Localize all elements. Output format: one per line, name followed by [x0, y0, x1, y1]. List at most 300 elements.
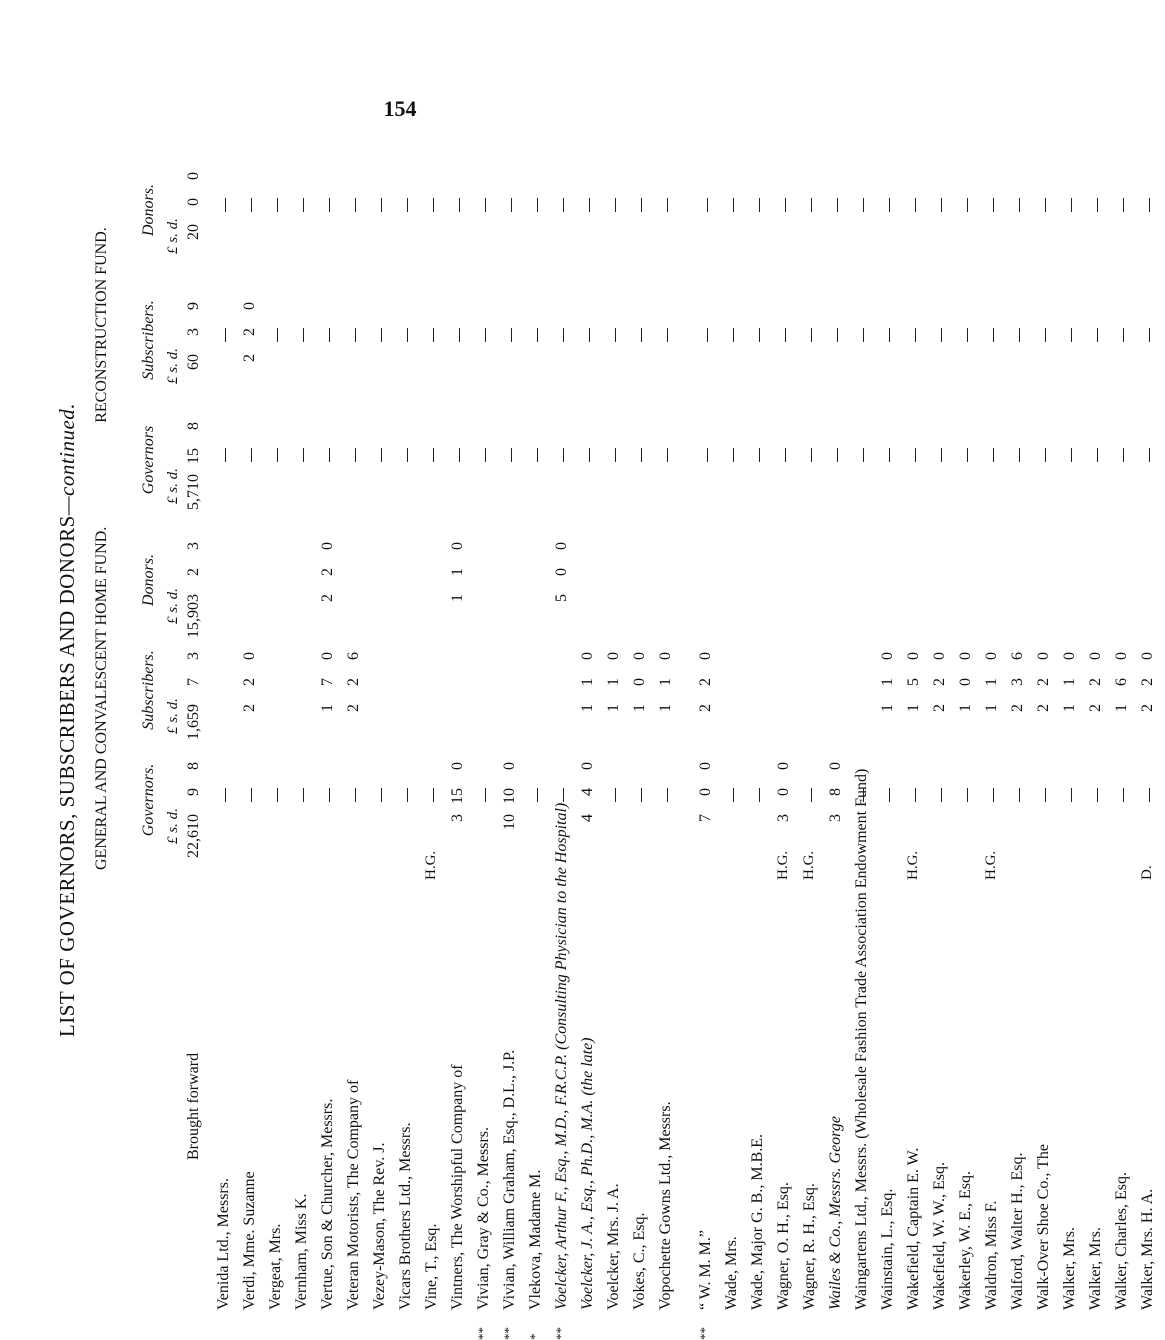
brought-forward-r_don-shillings: 0	[185, 198, 203, 220]
donor-name: Wagner, R. H., Esq.	[801, 1183, 819, 1310]
donor-name: Walker, Mrs.	[1087, 1227, 1105, 1310]
lsd-header: £ s. d.	[165, 468, 182, 504]
empty-dash	[733, 448, 734, 462]
empty-dash	[641, 448, 642, 462]
amount-g_gov-shillings: 8	[827, 788, 845, 810]
amount-g_gov-pounds: 3	[449, 814, 467, 836]
amount-r_sub-shillings: 2	[241, 328, 259, 350]
empty-dash	[889, 198, 890, 212]
list-row	[449, 130, 475, 1310]
amount-g_gov-pence: 0	[697, 762, 715, 784]
column-header-r_gov: Governors	[140, 410, 157, 510]
empty-dash	[381, 198, 382, 212]
empty-dash	[863, 788, 864, 802]
lsd-header: £ s. d.	[165, 808, 182, 844]
group-header-general: GENERAL AND CONVALESCENT HOME FUND.	[93, 530, 110, 870]
empty-dash	[837, 198, 838, 212]
amount-g_don-pounds: 5	[553, 594, 571, 616]
donor-name: Vlekova, Madame M.	[527, 1170, 545, 1310]
donor-name: Waingartens Ltd., Messrs. (Wholesale Fashion Trade Association Endowment Fund)	[853, 769, 871, 1310]
list-row	[697, 130, 723, 1310]
amount-g_gov-pence: 0	[579, 762, 597, 784]
amount-g_don-pounds: 1	[449, 594, 467, 616]
empty-dash	[1019, 198, 1020, 212]
empty-dash	[941, 328, 942, 342]
amount-g_gov-pounds: 4	[579, 814, 597, 836]
list-row	[345, 130, 371, 1310]
empty-dash	[915, 448, 916, 462]
group-header-reconstruction: RECONSTRUCTION FUND.	[93, 140, 110, 510]
empty-dash	[277, 328, 278, 342]
lsd-header: £ s. d.	[165, 348, 182, 384]
empty-dash	[1149, 328, 1150, 342]
rotated-page-content	[55, 130, 775, 1310]
donor-name: Walker, Mrs.	[1061, 1227, 1079, 1310]
empty-dash	[811, 448, 812, 462]
empty-dash	[381, 328, 382, 342]
list-row	[267, 130, 293, 1310]
amount-g_sub-pence: 0	[1139, 652, 1157, 674]
empty-dash	[641, 328, 642, 342]
empty-dash	[251, 198, 252, 212]
empty-dash	[1097, 328, 1098, 342]
donor-name: Wakefield, W. W., Esq.	[931, 1162, 949, 1310]
empty-dash	[811, 328, 812, 342]
list-row	[527, 130, 553, 1310]
empty-dash	[277, 448, 278, 462]
title-main: LIST OF GOVERNORS, SUBSCRIBERS AND DONORS	[55, 515, 79, 1037]
empty-dash	[485, 328, 486, 342]
donor-name: Wade, Mrs.	[723, 1236, 741, 1310]
amount-g_sub-pence: 0	[319, 652, 337, 674]
empty-dash	[785, 448, 786, 462]
amount-g_sub-pence: 0	[697, 652, 715, 674]
column-header-g_don: Donors.	[140, 530, 157, 630]
empty-dash	[485, 448, 486, 462]
amount-g_don-shillings: 1	[449, 568, 467, 590]
empty-dash	[459, 448, 460, 462]
empty-dash	[667, 788, 668, 802]
donor-suffix: D.	[1139, 865, 1156, 880]
empty-dash	[511, 198, 512, 212]
amount-g_gov-pounds: 7	[697, 814, 715, 836]
empty-dash	[759, 198, 760, 212]
amount-g_sub-pence: 0	[241, 652, 259, 674]
brought-forward-g_don-pounds: 15,903	[185, 594, 203, 640]
brought-forward-g_sub-shillings: 7	[185, 678, 203, 700]
amount-g_sub-shillings: 1	[657, 678, 675, 700]
amount-g_sub-shillings: 0	[957, 678, 975, 700]
amount-g_sub-pounds: 2	[1009, 704, 1027, 726]
list-row	[723, 130, 749, 1310]
empty-dash	[537, 328, 538, 342]
empty-dash	[733, 788, 734, 802]
empty-dash	[511, 328, 512, 342]
amount-g_sub-shillings: 0	[631, 678, 649, 700]
empty-dash	[615, 788, 616, 802]
donor-name: Walker, Mrs. H. A.	[1139, 1189, 1157, 1310]
brought-forward-g_don-shillings: 2	[185, 568, 203, 590]
asterisk-marker: **	[553, 1327, 569, 1340]
donor-name: Venida Ltd., Messrs.	[215, 1178, 233, 1310]
empty-dash	[537, 448, 538, 462]
empty-dash	[1149, 198, 1150, 212]
list-row	[1035, 130, 1061, 1310]
amount-g_sub-pounds: 1	[579, 704, 597, 726]
amount-g_sub-shillings: 2	[931, 678, 949, 700]
empty-dash	[589, 198, 590, 212]
amount-g_don-shillings: 0	[553, 568, 571, 590]
empty-dash	[1123, 788, 1124, 802]
list-row	[957, 130, 983, 1310]
amount-g_sub-pounds: 2	[1035, 704, 1053, 726]
empty-dash	[485, 198, 486, 212]
list-row	[827, 130, 853, 1310]
column-header-r_sub: Subscribers.	[140, 290, 157, 390]
asterisk-marker: **	[475, 1327, 491, 1340]
amount-g_don-pence: 0	[553, 542, 571, 564]
list-row	[241, 130, 267, 1310]
empty-dash	[355, 198, 356, 212]
empty-dash	[641, 788, 642, 802]
empty-dash	[1071, 328, 1072, 342]
amount-g_gov-shillings: 0	[697, 788, 715, 810]
brought-forward-label: Brought forward	[185, 1053, 203, 1160]
amount-g_sub-pence: 0	[605, 652, 623, 674]
list-row	[853, 130, 879, 1310]
empty-dash	[993, 448, 994, 462]
amount-g_sub-pounds: 1	[1113, 704, 1131, 726]
empty-dash	[1097, 448, 1098, 462]
empty-dash	[433, 448, 434, 462]
empty-dash	[251, 788, 252, 802]
empty-dash	[225, 448, 226, 462]
empty-dash	[733, 198, 734, 212]
empty-dash	[355, 448, 356, 462]
brought-forward-r_gov-pounds: 5,710	[185, 474, 203, 520]
empty-dash	[1097, 198, 1098, 212]
empty-dash	[563, 448, 564, 462]
amount-g_sub-pounds: 2	[931, 704, 949, 726]
column-header-g_sub: Subscribers.	[140, 640, 157, 740]
empty-dash	[407, 448, 408, 462]
empty-dash	[889, 328, 890, 342]
lsd-header: £ s. d.	[165, 588, 182, 624]
amount-g_sub-shillings: 5	[905, 678, 923, 700]
empty-dash	[589, 448, 590, 462]
list-row	[775, 130, 801, 1310]
donor-name: Wakefield, Captain E. W.	[905, 1148, 923, 1310]
empty-dash	[511, 448, 512, 462]
empty-dash	[277, 198, 278, 212]
amount-g_sub-shillings: 2	[1035, 678, 1053, 700]
empty-dash	[915, 198, 916, 212]
empty-dash	[733, 328, 734, 342]
donor-list	[215, 130, 1165, 1310]
amount-g_sub-pounds: 1	[631, 704, 649, 726]
amount-g_sub-pence: 0	[1061, 652, 1079, 674]
page-title	[55, 130, 80, 1310]
amount-g_sub-shillings: 2	[1139, 678, 1157, 700]
empty-dash	[707, 198, 708, 212]
empty-dash	[967, 328, 968, 342]
donor-name: Vergeat, Mrs.	[267, 1224, 285, 1310]
amount-g_sub-pounds: 2	[345, 704, 363, 726]
donor-name: Voelcker, Arthur F., Esq., M.D., F.R.C.P. (Consulting Physician to the Hospital)	[553, 803, 571, 1310]
amount-g_sub-shillings: 1	[1061, 678, 1079, 700]
amount-g_gov-pounds: 3	[775, 814, 793, 836]
empty-dash	[1097, 788, 1098, 802]
amount-g_don-shillings: 2	[319, 568, 337, 590]
empty-dash	[329, 788, 330, 802]
list-row	[879, 130, 905, 1310]
amount-g_sub-pence: 0	[1035, 652, 1053, 674]
amount-g_sub-pounds: 1	[957, 704, 975, 726]
list-row	[631, 130, 657, 1310]
donor-name: Vicars Brothers Ltd., Messrs.	[397, 1123, 415, 1310]
list-row	[1113, 130, 1139, 1310]
donor-suffix: H.G.	[423, 851, 440, 880]
empty-dash	[707, 448, 708, 462]
lsd-header: £ s. d.	[165, 218, 182, 254]
empty-dash	[1071, 198, 1072, 212]
empty-dash	[381, 788, 382, 802]
amount-g_sub-shillings: 2	[1087, 678, 1105, 700]
empty-dash	[1019, 448, 1020, 462]
amount-g_sub-pounds: 1	[1061, 704, 1079, 726]
amount-g_gov-shillings: 10	[501, 788, 519, 810]
amount-g_sub-pence: 0	[983, 652, 1001, 674]
donor-name: Verdi, Mme. Suzanne	[241, 1171, 259, 1310]
brought-forward-r_don-pence: 0	[185, 172, 203, 194]
empty-dash	[251, 448, 252, 462]
donor-name: Wade, Major G. B., M.B.E.	[749, 1134, 767, 1310]
empty-dash	[355, 788, 356, 802]
amount-g_sub-pence: 0	[905, 652, 923, 674]
empty-dash	[1019, 788, 1020, 802]
donor-name: “ W. M. M.”	[697, 1230, 715, 1310]
amount-g_sub-shillings: 1	[879, 678, 897, 700]
empty-dash	[225, 788, 226, 802]
amount-g_gov-shillings: 0	[775, 788, 793, 810]
brought-forward-g_sub-pounds: 1,659	[185, 704, 203, 750]
empty-dash	[811, 788, 812, 802]
empty-dash	[811, 198, 812, 212]
amount-g_sub-shillings: 1	[605, 678, 623, 700]
empty-dash	[941, 788, 942, 802]
empty-dash	[667, 328, 668, 342]
amount-g_sub-pounds: 2	[241, 704, 259, 726]
amount-g_gov-shillings: 15	[449, 788, 467, 810]
donor-name: Vivian, William Graham, Esq., D.L., J.P.	[501, 1050, 519, 1310]
amount-g_don-pence: 0	[449, 542, 467, 564]
empty-dash	[1149, 448, 1150, 462]
list-row	[1009, 130, 1035, 1310]
empty-dash	[563, 788, 564, 802]
brought-forward-r_gov-pence: 8	[185, 422, 203, 444]
empty-dash	[589, 328, 590, 342]
asterisk-marker: **	[501, 1327, 517, 1340]
empty-dash	[537, 788, 538, 802]
amount-g_sub-pounds: 1	[905, 704, 923, 726]
amount-g_sub-pence: 6	[345, 652, 363, 674]
brought-forward-r_sub-shillings: 3	[185, 328, 203, 350]
empty-dash	[1071, 448, 1072, 462]
list-row	[319, 130, 345, 1310]
amount-g_sub-pence: 0	[879, 652, 897, 674]
brought-forward-r_gov-shillings: 15	[185, 448, 203, 470]
empty-dash	[707, 328, 708, 342]
donor-suffix: H.G.	[775, 851, 792, 880]
empty-dash	[759, 328, 760, 342]
empty-dash	[1045, 448, 1046, 462]
list-row	[579, 130, 605, 1310]
donor-name: Walford, Walter H., Esq.	[1009, 1152, 1027, 1310]
empty-dash	[915, 328, 916, 342]
empty-dash	[993, 788, 994, 802]
empty-dash	[303, 448, 304, 462]
brought-forward-r_sub-pounds: 60	[185, 354, 203, 400]
asterisk-marker: **	[697, 1327, 713, 1340]
donor-name: Vine, T., Esq.	[423, 1224, 441, 1310]
list-row	[983, 130, 1009, 1310]
donor-name: Wagner, O. H., Esq.	[775, 1182, 793, 1310]
empty-dash	[1071, 788, 1072, 802]
empty-dash	[1045, 328, 1046, 342]
empty-dash	[615, 328, 616, 342]
empty-dash	[759, 788, 760, 802]
donor-name: Walk-Over Shoe Co., The	[1035, 1144, 1053, 1310]
empty-dash	[615, 448, 616, 462]
empty-dash	[785, 198, 786, 212]
donor-name: Wainstain, L., Esq.	[879, 1189, 897, 1310]
donor-name: Waldron, Miss F.	[983, 1201, 1001, 1310]
list-row	[1139, 130, 1165, 1310]
amount-g_don-pounds: 2	[319, 594, 337, 616]
empty-dash	[1123, 198, 1124, 212]
empty-dash	[889, 448, 890, 462]
amount-g_gov-pence: 0	[501, 762, 519, 784]
list-row	[931, 130, 957, 1310]
list-row	[371, 130, 397, 1310]
empty-dash	[641, 198, 642, 212]
empty-dash	[967, 448, 968, 462]
list-row	[501, 130, 527, 1310]
donor-name: Vernham, Miss K.	[293, 1194, 311, 1310]
amount-g_sub-pounds: 2	[1139, 704, 1157, 726]
empty-dash	[889, 788, 890, 802]
column-header-r_don: Donors.	[140, 160, 157, 260]
amount-g_sub-pence: 0	[931, 652, 949, 674]
empty-dash	[381, 448, 382, 462]
list-row	[397, 130, 423, 1310]
empty-dash	[303, 198, 304, 212]
amount-g_sub-pounds: 2	[697, 704, 715, 726]
list-row	[605, 130, 631, 1310]
empty-dash	[1123, 448, 1124, 462]
empty-dash	[329, 448, 330, 462]
empty-dash	[863, 198, 864, 212]
empty-dash	[277, 788, 278, 802]
donor-name: Vivian, Gray & Co., Messrs.	[475, 1127, 493, 1310]
donor-name: Wakerley, W. E., Esq.	[957, 1171, 975, 1310]
amount-g_sub-pounds: 1	[657, 704, 675, 726]
donor-name: Vezey-Mason, The Rev. J.	[371, 1142, 389, 1310]
empty-dash	[303, 328, 304, 342]
empty-dash	[459, 328, 460, 342]
amount-g_gov-pence: 0	[775, 762, 793, 784]
empty-dash	[225, 328, 226, 342]
empty-dash	[407, 328, 408, 342]
amount-r_sub-pence: 0	[241, 302, 259, 324]
amount-g_sub-pence: 0	[1113, 652, 1131, 674]
empty-dash	[225, 198, 226, 212]
list-row	[1087, 130, 1113, 1310]
empty-dash	[759, 448, 760, 462]
empty-dash	[785, 328, 786, 342]
amount-g_sub-pence: 0	[657, 652, 675, 674]
empty-dash	[433, 788, 434, 802]
amount-g_sub-pence: 0	[1087, 652, 1105, 674]
empty-dash	[407, 198, 408, 212]
amount-g_sub-shillings: 7	[319, 678, 337, 700]
amount-g_sub-shillings: 2	[345, 678, 363, 700]
amount-g_sub-pence: 6	[1009, 652, 1027, 674]
empty-dash	[967, 198, 968, 212]
empty-dash	[837, 448, 838, 462]
lsd-header: £ s. d.	[165, 698, 182, 734]
amount-g_sub-shillings: 1	[983, 678, 1001, 700]
list-row	[749, 130, 775, 1310]
list-row	[215, 130, 241, 1310]
empty-dash	[433, 328, 434, 342]
empty-dash	[537, 198, 538, 212]
list-row	[293, 130, 319, 1310]
amount-g_sub-shillings: 1	[579, 678, 597, 700]
amount-g_gov-pence: 0	[449, 762, 467, 784]
amount-g_sub-shillings: 2	[697, 678, 715, 700]
empty-dash	[329, 328, 330, 342]
title-continued: —continued.	[55, 403, 79, 515]
brought-forward-g_sub-pence: 3	[185, 652, 203, 674]
amount-g_gov-shillings: 4	[579, 788, 597, 810]
list-row	[905, 130, 931, 1310]
amount-g_sub-pounds: 1	[605, 704, 623, 726]
donor-name: Vokes, C., Esq.	[631, 1213, 649, 1311]
list-row	[657, 130, 683, 1310]
amount-g_sub-shillings: 2	[241, 678, 259, 700]
empty-dash	[1123, 328, 1124, 342]
empty-dash	[863, 448, 864, 462]
amount-r_sub-pounds: 2	[241, 354, 259, 376]
amount-g_sub-pounds: 1	[319, 704, 337, 726]
brought-forward-g_gov-shillings: 9	[185, 788, 203, 810]
amount-g_gov-pounds: 10	[501, 814, 519, 836]
donor-name: Veteran Motorists, The Company of	[345, 1080, 363, 1310]
empty-dash	[1045, 198, 1046, 212]
empty-dash	[915, 788, 916, 802]
brought-forward-r_sub-pence: 9	[185, 302, 203, 324]
list-row	[553, 130, 579, 1310]
donor-suffix: H.G.	[983, 851, 1000, 880]
empty-dash	[303, 788, 304, 802]
list-row	[1061, 130, 1087, 1310]
empty-dash	[667, 198, 668, 212]
donor-name: Vintners, The Worshipful Company of	[449, 1064, 467, 1310]
empty-dash	[941, 448, 942, 462]
amount-g_sub-pounds: 1	[879, 704, 897, 726]
amount-g_sub-pence: 0	[579, 652, 597, 674]
